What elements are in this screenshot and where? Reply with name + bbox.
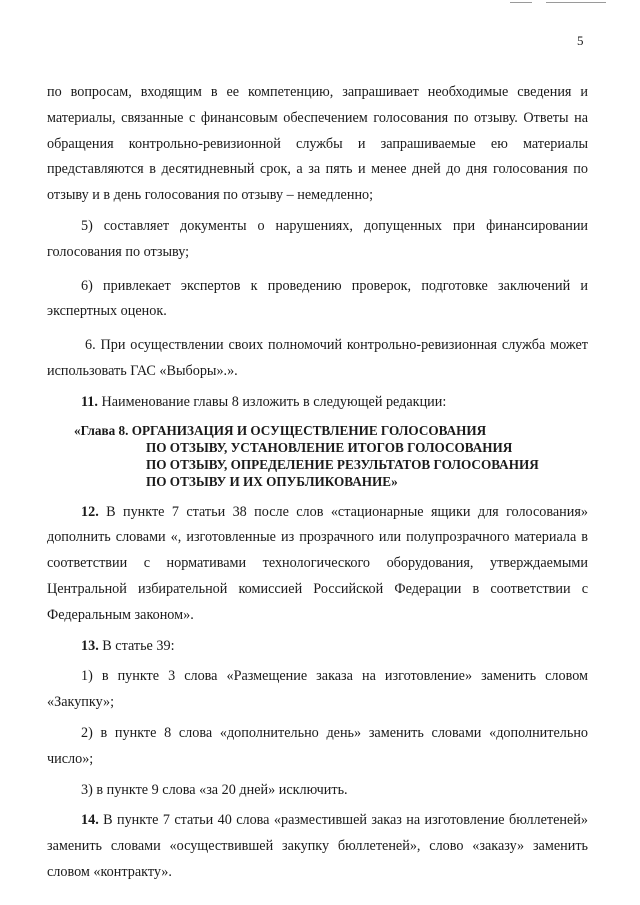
list-item: 3) в пункте 9 слова «за 20 дней» исключить.	[81, 781, 348, 798]
chapter-title: ОРГАНИЗАЦИЯ И ОСУЩЕСТВЛЕНИЕ ГОЛОСОВАНИЯ	[128, 422, 487, 438]
chapter-heading-line	[74, 422, 588, 439]
document-body	[47, 80, 588, 886]
item-number: 13.	[81, 637, 99, 654]
chapter-heading-line: ПО ОТЗЫВУ, ОПРЕДЕЛЕНИЕ РЕЗУЛЬТАТОВ ГОЛОСОВАНИЯ	[146, 456, 539, 472]
list-item: 1) в пункте 3 слова «Размещение заказа на изготовление» заменить словом «Закупку»;	[47, 668, 588, 711]
paragraph: 6. При осуществлении своих полномочий контрольно-ревизионная служба может использовать ГАС «Выборы».».	[47, 337, 588, 379]
item-text: В пункте 7 статьи 38 после слов «стационарные ящики для голосования» дополнить словами «, изготовленные из прозрачного или полупрозрачного материала в соответствии с нормативами технологического оборудования, утверждаемыми Центральной избирательной комиссией Российской Федерации в соответствии с Федеральным законом».	[47, 503, 588, 623]
amendment-item	[47, 634, 588, 660]
item-text: Наименование главы 8 изложить в следующей редакции:	[97, 393, 447, 410]
chapter-heading-line: ПО ОТЗЫВУ, УСТАНОВЛЕНИЕ ИТОГОВ ГОЛОСОВАНИЯ	[146, 439, 513, 455]
amendment-item	[47, 808, 588, 885]
paragraph: по вопросам, входящим в ее компетенцию, запрашивает необходимые сведения и материалы, связанные с финансовым обеспечением голосования по отзыву. Ответы на обращения контрольно-ревизионной службы и запрашиваемые ею материалы представляются в десятидневный срок, а за пять и менее дней до дня голосования по отзыву и в день голосования по отзыву – немедленно;	[47, 84, 588, 204]
item-text: В статье 39:	[98, 637, 175, 654]
amendment-item	[47, 390, 588, 416]
item-number: 12.	[81, 503, 99, 520]
item-number: 14.	[81, 812, 99, 829]
chapter-prefix: «Глава 8.	[74, 422, 129, 438]
list-item: 6) привлекает экспертов к проведению проверок, подготовке заключений и экспертных оценок.	[47, 277, 588, 320]
page-number: 5	[577, 33, 584, 48]
scan-edge-line	[546, 2, 606, 3]
scan-edge-line	[510, 2, 532, 3]
item-text: В пункте 7 статьи 40 слова «разместившей заказ на изготовление бюллетеней» заменить словами «осуществившей закупку бюллетеней», слово «заказу» заменить словом «контракту».	[47, 812, 588, 880]
chapter-heading-line: ПО ОТЗЫВУ И ИХ ОПУБЛИКОВАНИЕ»	[146, 473, 398, 489]
amendment-item	[47, 500, 588, 629]
list-item: 5) составляет документы о нарушениях, допущенных при финансировании голосования по отзыву;	[47, 217, 588, 260]
item-number: 11.	[81, 393, 98, 410]
chapter-heading	[47, 422, 588, 490]
list-item: 2) в пункте 8 слова «дополнительно день» заменить словами «дополнительно число»;	[47, 724, 588, 767]
